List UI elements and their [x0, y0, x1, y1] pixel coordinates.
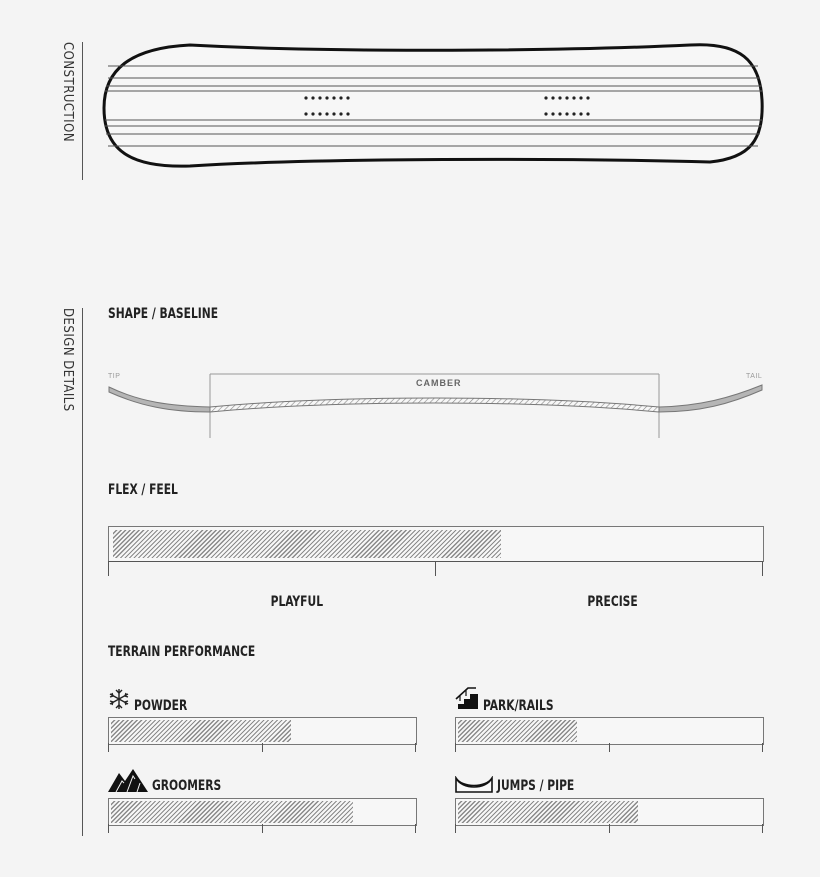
- design-details-divider: [82, 308, 83, 836]
- park-rails-label: PARK/RAILS: [483, 698, 554, 714]
- jumps-pipe-meter: [455, 798, 764, 826]
- flex-feel-heading: FLEX / FEEL: [108, 482, 178, 498]
- park-rails-meter-fill: [458, 720, 577, 742]
- flex-meter: [108, 526, 764, 562]
- powder-meter: [108, 717, 417, 745]
- snowflake-icon: [107, 687, 131, 711]
- board-top-view: [100, 40, 770, 172]
- construction-section-label: CONSTRUCTION: [60, 42, 75, 143]
- jumps-pipe-tick-left: [455, 824, 456, 833]
- groomers-tick-right: [415, 824, 416, 833]
- flex-precise-label: PRECISE: [587, 594, 638, 610]
- baseline-profile: [100, 370, 770, 442]
- groomers-meter: [108, 798, 417, 826]
- shape-baseline-heading: SHAPE / BASELINE: [108, 306, 219, 322]
- design-details-section-label: DESIGN DETAILS: [60, 308, 75, 412]
- flex-meter-fill: [113, 530, 501, 558]
- powder-label: POWDER: [134, 698, 188, 714]
- flex-scale-tick-right: [762, 561, 763, 576]
- groomers-label: GROOMERS: [152, 778, 222, 794]
- powder-tick-mid: [262, 743, 263, 752]
- terrain-performance-heading: TERRAIN PERFORMANCE: [108, 644, 256, 660]
- mountains-icon: [107, 767, 149, 793]
- groomers-meter-fill: [111, 801, 353, 823]
- park-rails-tick-right: [762, 743, 763, 752]
- powder-tick-left: [108, 743, 109, 752]
- powder-meter-fill: [111, 720, 291, 742]
- jumps-pipe-label: JUMPS / PIPE: [497, 778, 575, 794]
- tail-label: TAIL: [746, 373, 763, 380]
- park-rails-tick-left: [455, 743, 456, 752]
- jumps-pipe-tick-mid: [609, 824, 610, 833]
- flex-scale-tick-left: [108, 561, 109, 576]
- stairs-rail-icon: [454, 685, 480, 711]
- jumps-pipe-tick-right: [762, 824, 763, 833]
- tip-label: TIP: [108, 373, 121, 380]
- groomers-tick-left: [108, 824, 109, 833]
- park-rails-tick-mid: [609, 743, 610, 752]
- halfpipe-icon: [454, 776, 494, 794]
- camber-label: CAMBER: [416, 378, 462, 388]
- construction-divider: [82, 42, 83, 180]
- powder-tick-right: [415, 743, 416, 752]
- flex-playful-label: PLAYFUL: [270, 594, 324, 610]
- flex-scale-tick-mid: [435, 561, 436, 576]
- jumps-pipe-meter-fill: [458, 801, 638, 823]
- park-rails-meter: [455, 717, 764, 745]
- groomers-tick-mid: [262, 824, 263, 833]
